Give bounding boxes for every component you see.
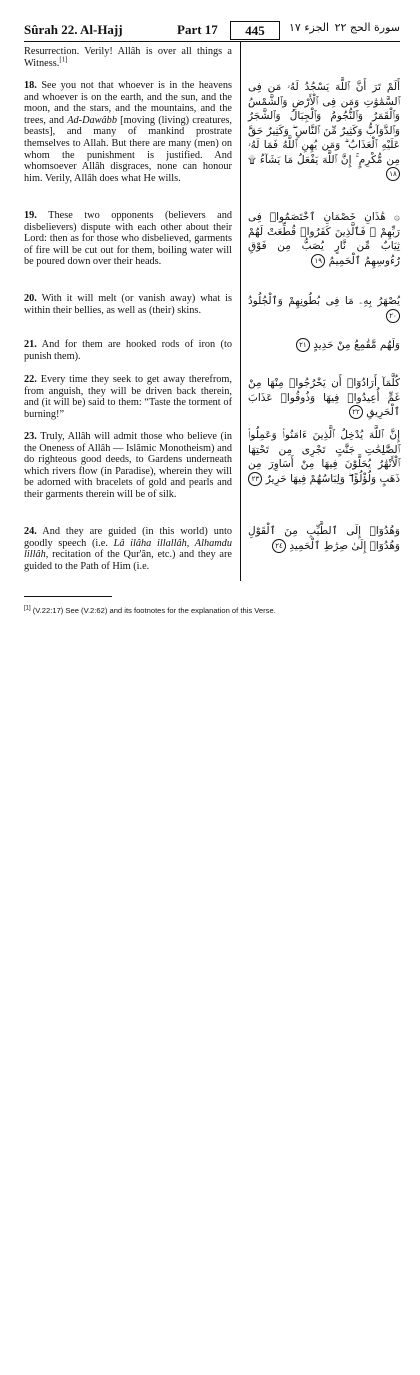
english-verse-24 (24, 526, 232, 572)
verse-text: Every time they seek to get away therefrom, from anguish, they will be driven back therein, and (it will be) said to them: “Taste the torment of burning!” (24, 374, 232, 420)
english-verse-19 (24, 210, 232, 268)
arabic-text: ۞ هَٰذَانِ خَصْمَانِ ٱخْتَصَمُوا۟ فِى رَبِّهِمْ ۖ فَٱلَّذِينَ كَفَرُوا۟ قُطِّعَتْ لَهُمْ ثِيَابٌ مِّن نَّارٍ يُصَبُّ مِن فَوْقِ رُءُوسِهِمُ ٱلْحَمِيمُ (248, 211, 400, 267)
arabic-verse-18 (248, 80, 400, 182)
ayah-number-marker: ٢٢ (349, 405, 363, 419)
column-divider (240, 41, 241, 581)
footnote-text: (V.22:17) See (V.2:62) and its footnotes for the explanation of this Verse. (30, 606, 276, 615)
surah-title-english: Sûrah 22. Al-Hajj (24, 22, 123, 37)
verse-text-continued: [moving (living) creatures, beasts], and many of mankind prostrate themselves to Allah. But there are many (men) on whom the punishment is justified. And whomsoever Allâh disgraces, none can honour him. Verily, Allâh does what He wills. (24, 114, 232, 184)
footnote-rule (24, 596, 112, 597)
paragraph-text: Resurrection. Verily! Allâh is over all things a Witness. (24, 46, 232, 69)
page-number-box: 445 (230, 21, 280, 40)
ayah-number-marker: ٢١ (296, 338, 310, 352)
verse-text: And they are guided (in this world) unto goodly speech (i.e. (24, 526, 232, 549)
header-rule (24, 41, 400, 42)
arabic-text: وَهُدُوٓا۟ إِلَى ٱلطَّيِّبِ مِنَ ٱلْقَوْلِ وَهُدُوٓا۟ إِلَىٰ صِرَٰطِ ٱلْحَمِيدِ (248, 525, 400, 552)
arabic-text: كُلَّمَآ أَرَادُوٓا۟ أَن يَخْرُجُوا۟ مِنْهَا مِنْ غَمٍّ أُعِيدُوا۟ فِيهَا وَذُوقُوا۟ عَذَابَ ٱلْحَرِيقِ (248, 377, 400, 418)
verse-text: And for them are hooked rods of iron (to punish them). (24, 339, 232, 362)
ayah-number-marker: ٢٣ (248, 472, 262, 486)
arabic-text: يُصْهَرُ بِهِۦ مَا فِى بُطُونِهِمْ وَٱلْجُلُودُ (248, 295, 400, 307)
arabic-text: وَلَهُم مَّقَٰمِعُ مِنْ حَدِيدٍ (313, 339, 400, 351)
arabic-text: إِنَّ ٱللَّهَ يُدْخِلُ ٱلَّذِينَ ءَامَنُوا۟ وَعَمِلُوا۟ ٱلصَّٰلِحَٰتِ جَنَّٰتٍ تَجْرِى مِن تَحْتِهَا ٱلْأَنْهَٰرُ يُحَلَّوْنَ فِيهَا مِنْ أَسَاوِرَ مِن ذَهَبٍ وَلُؤْلُؤًا ۖ وَلِبَاسُهُمْ فِيهَا حَرِيرٌ (248, 429, 400, 485)
verse-number: 20. (24, 293, 37, 304)
verse-text: These two opponents (believers and disbelievers) dispute with each other about their Lord: then as for those who disbelieved, garments of fire will be cut out for them, boiling water will be poured down over their heads. (24, 210, 232, 268)
verse-number: 24. (24, 526, 37, 537)
ayah-number-marker: ٢٤ (272, 539, 286, 553)
verse-number: 22. (24, 374, 37, 385)
arabic-verse-19 (248, 210, 400, 268)
english-verse-21 (24, 339, 232, 362)
verse-number: 23. (24, 431, 37, 442)
english-verse-23 (24, 431, 232, 501)
part-label-arabic: الجزء ١٧ (289, 21, 330, 34)
ayah-number-marker: ٢٠ (386, 309, 400, 323)
verse-number: 19. (24, 210, 37, 221)
surah-title-arabic: سورة الحج ٢٢ (334, 21, 400, 34)
verse-number: 18. (24, 80, 37, 91)
english-verse-20 (24, 293, 232, 316)
verse-number: 21. (24, 339, 37, 350)
verse-text: Truly, Allâh will admit those who believe (in the Oneness of Allâh — Islâmic Monotheism) and do righteous good deeds, to Gardens underneath which rivers flow (in Paradise), wherein they will be adorned with bracelets of gold and pearls and their garments therein will be of silk. (24, 431, 232, 500)
verse-text: With it will melt (or vanish away) what is within their bellies, as well as (their) skins. (24, 293, 232, 316)
arabic-text: أَلَمْ تَرَ أَنَّ ٱللَّهَ يَسْجُدُ لَهُۥ مَن فِى ٱلسَّمَٰوَٰتِ وَمَن فِى ٱلْأَرْضِ وَٱلشَّمْسُ وَٱلْقَمَرُ وَٱلنُّجُومُ وَٱلْجِبَالُ وَٱلشَّجَرُ وَٱلدَّوَآبُّ وَكَثِيرٌ مِّنَ ٱلنَّاسِ ۖ وَكَثِيرٌ حَقَّ عَلَيْهِ ٱلْعَذَابُ ۗ وَمَن يُهِنِ ٱللَّهُ فَمَا لَهُۥ مِن مُّكْرِمٍ ۚ إِنَّ ٱللَّهَ يَفْعَلُ مَا يَشَآءُ ۩ (248, 81, 400, 166)
verse-emphasis: Ad-Dawâbb (67, 114, 117, 126)
verse-emphasis: Lâ ilâha illallâh, Alhamdu lillâh, (24, 537, 232, 561)
footnote (24, 606, 400, 616)
part-label-english: Part 17 (177, 22, 218, 37)
arabic-verse-22 (248, 376, 400, 420)
ayah-number-marker: ١٩ (311, 254, 325, 268)
verse-text-continued: recitation of the Qur'ân, etc.) and they are guided to the Path of Him (i.e. (24, 549, 232, 572)
arabic-verse-20 (248, 294, 400, 323)
ayah-number-marker: ١٨ (386, 167, 400, 181)
verse-text: See you not that whoever is in the heavens and whoever is on the earth, and the sun, and the moon, and the stars, and the mountains, and the trees, and (24, 80, 232, 126)
arabic-verse-21 (248, 338, 400, 353)
footnote-marker: [1] (24, 605, 31, 612)
footnote-ref: [1] (59, 55, 68, 64)
arabic-verse-23 (248, 428, 400, 486)
english-verse-22 (24, 374, 232, 420)
page-header (24, 21, 400, 40)
english-paragraph-continued (24, 46, 232, 69)
arabic-verse-24 (248, 524, 400, 553)
english-verse-18 (24, 80, 232, 184)
